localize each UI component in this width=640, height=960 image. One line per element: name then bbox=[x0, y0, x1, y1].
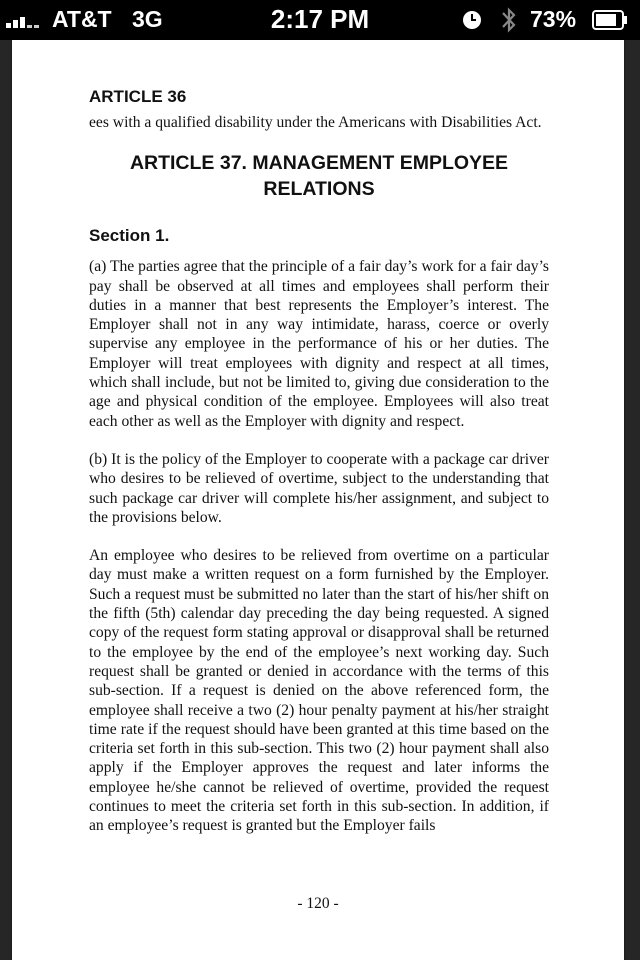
bluetooth-icon bbox=[500, 5, 518, 35]
paragraph-a: (a) The parties agree that the principle of a fair day’s work for a fair day’s pay shall be observed at all times and employees shall perform their duties in a manner that best represents the Employer’s interest. The Employer shall not in any way intimidate, harass, coerce or overly supervise any employee in the performance of his or her duties. The Employer will treat employees with dignity and respect at all times, which shall include, but not be limited to, giving due consideration to the age and physical condition of the employee. Employees will also treat each other as well as the Employer with dignity and respect. bbox=[89, 258, 549, 430]
paragraph-b: (b) It is the policy of the Employer to cooperate with a package car driver who desires to be relieved of overtime, subject to the understanding that such package car driver will complete his/her assignment, and subject to the provisions below. bbox=[89, 450, 549, 526]
document-page[interactable] bbox=[12, 40, 624, 960]
carrier-label: AT&T bbox=[52, 6, 112, 32]
network-type: 3G bbox=[132, 6, 163, 32]
page-content bbox=[89, 87, 549, 836]
page-number: - 120 - bbox=[297, 895, 339, 912]
paragraph-overtime: An employee who desires to be relieved from overtime on a particular day must make a written request on a form furnished by the Employer. Such a request must be submitted no later than the start of his/her shift on the fifth (5th) calendar day preceding the day being requested. A signed copy of the request form stating approval or disapproval shall be returned to the employee by the end of the employee’s next working day. Such request shall be granted or denied in accordance with the terms of this sub-section. If a request is denied on the above referenced form, the employee shall receive a two (2) hour penalty payment at his/her straight time rate if the request should have been granted at this time based on the criteria set forth in this sub-section. This two (2) hour payment shall also apply if the Employer approves the request and later informs the employee he/she cannot be relieved of overtime, provided the request continues to meet the criteria set forth in this sub-section. In addition, if an employee’s request is granted but the Employer fails bbox=[89, 547, 549, 835]
battery-icon bbox=[592, 10, 628, 30]
running-header: ARTICLE 36 bbox=[89, 87, 187, 106]
clock-icon bbox=[462, 10, 482, 30]
continuation-text: ees with a qualified disability under the Americans with Disabilities Act. bbox=[89, 114, 542, 131]
status-time: 2:17 PM bbox=[270, 4, 370, 34]
battery-percent: 73% bbox=[530, 6, 577, 32]
status-bar bbox=[0, 0, 640, 40]
article-title: ARTICLE 37. MANAGEMENT EMPLOYEE RELATIONS bbox=[129, 152, 509, 201]
section-title: Section 1. bbox=[89, 226, 170, 246]
